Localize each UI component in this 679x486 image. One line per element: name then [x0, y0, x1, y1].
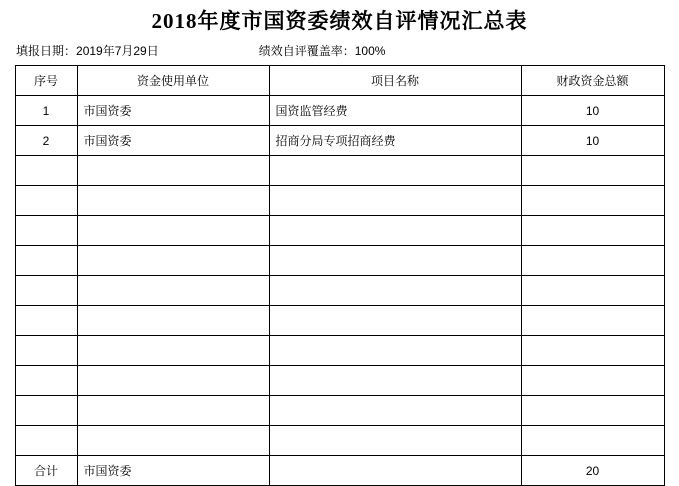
table-row-total: [15, 456, 664, 486]
cell-total-unit: 市国资委: [77, 456, 269, 486]
document-page: [0, 8, 679, 478]
cell-unit: [77, 336, 269, 366]
table-header: [15, 66, 664, 96]
fill-date: [16, 43, 159, 59]
cell-seq: [15, 186, 77, 216]
cell-unit: [77, 306, 269, 336]
table-row-empty: [15, 276, 664, 306]
cell-unit: [77, 396, 269, 426]
cell-project: [269, 366, 521, 396]
coverage: [259, 43, 386, 59]
cell-project: 国资监管经费: [269, 96, 521, 126]
cell-project: [269, 186, 521, 216]
cell-project: [269, 276, 521, 306]
cell-project: 招商分局专项招商经费: [269, 126, 521, 156]
fill-date-value: 2019年7月29日: [76, 44, 159, 58]
cell-seq: 2: [15, 126, 77, 156]
table-row-empty: [15, 246, 664, 276]
header-unit: 资金使用单位: [77, 66, 269, 96]
cell-project: [269, 306, 521, 336]
cell-amount: [521, 246, 664, 276]
cell-amount: [521, 156, 664, 186]
table-row-empty: [15, 336, 664, 366]
table-row-empty: [15, 186, 664, 216]
cell-seq: [15, 306, 77, 336]
cell-total-project: [269, 456, 521, 486]
cell-amount: [521, 186, 664, 216]
cell-project: [269, 156, 521, 186]
cell-amount: [521, 216, 664, 246]
cell-unit: 市国资委: [77, 96, 269, 126]
fill-date-label: 填报日期：: [16, 44, 77, 58]
page-title: 2018年度市国资委绩效自评情况汇总表: [151, 9, 528, 33]
coverage-label: 绩效自评覆盖率：: [258, 44, 355, 58]
cell-seq: [15, 396, 77, 426]
cell-amount: 10: [521, 96, 664, 126]
cell-seq: [15, 246, 77, 276]
cell-amount: [521, 396, 664, 426]
cell-amount: [521, 366, 664, 396]
cell-project: [269, 216, 521, 246]
table-row: [15, 126, 664, 156]
cell-seq: [15, 216, 77, 246]
cell-unit: [77, 246, 269, 276]
meta-row: [0, 34, 679, 65]
table-row-empty: [15, 216, 664, 246]
header-seq: 序号: [15, 66, 77, 96]
table-row: [15, 96, 664, 126]
cell-seq: [15, 366, 77, 396]
cell-unit: [77, 156, 269, 186]
cell-amount: [521, 306, 664, 336]
cell-seq: [15, 156, 77, 186]
cell-seq: [15, 336, 77, 366]
cell-unit: [77, 276, 269, 306]
cell-amount: [521, 336, 664, 366]
cell-project: [269, 396, 521, 426]
table-row-empty: [15, 306, 664, 336]
header-project: 项目名称: [269, 66, 521, 96]
cell-total-amount: 20: [521, 456, 664, 486]
cell-amount: 10: [521, 126, 664, 156]
table-body: [15, 96, 664, 486]
cell-seq: 1: [15, 96, 77, 126]
table-row-empty: [15, 156, 664, 186]
cell-total-label: 合计: [15, 456, 77, 486]
cell-project: [269, 336, 521, 366]
table-row-empty: [15, 366, 664, 396]
cell-unit: [77, 186, 269, 216]
cell-unit: 市国资委: [77, 126, 269, 156]
cell-seq: [15, 276, 77, 306]
table-row-empty: [15, 396, 664, 426]
cell-unit: [77, 366, 269, 396]
cell-amount: [521, 276, 664, 306]
cell-project: [269, 246, 521, 276]
cell-unit: [77, 216, 269, 246]
coverage-value: 100%: [354, 44, 386, 58]
table-header-row: [15, 66, 664, 96]
summary-table: [15, 65, 665, 486]
header-amount: 财政资金总额: [521, 66, 664, 96]
